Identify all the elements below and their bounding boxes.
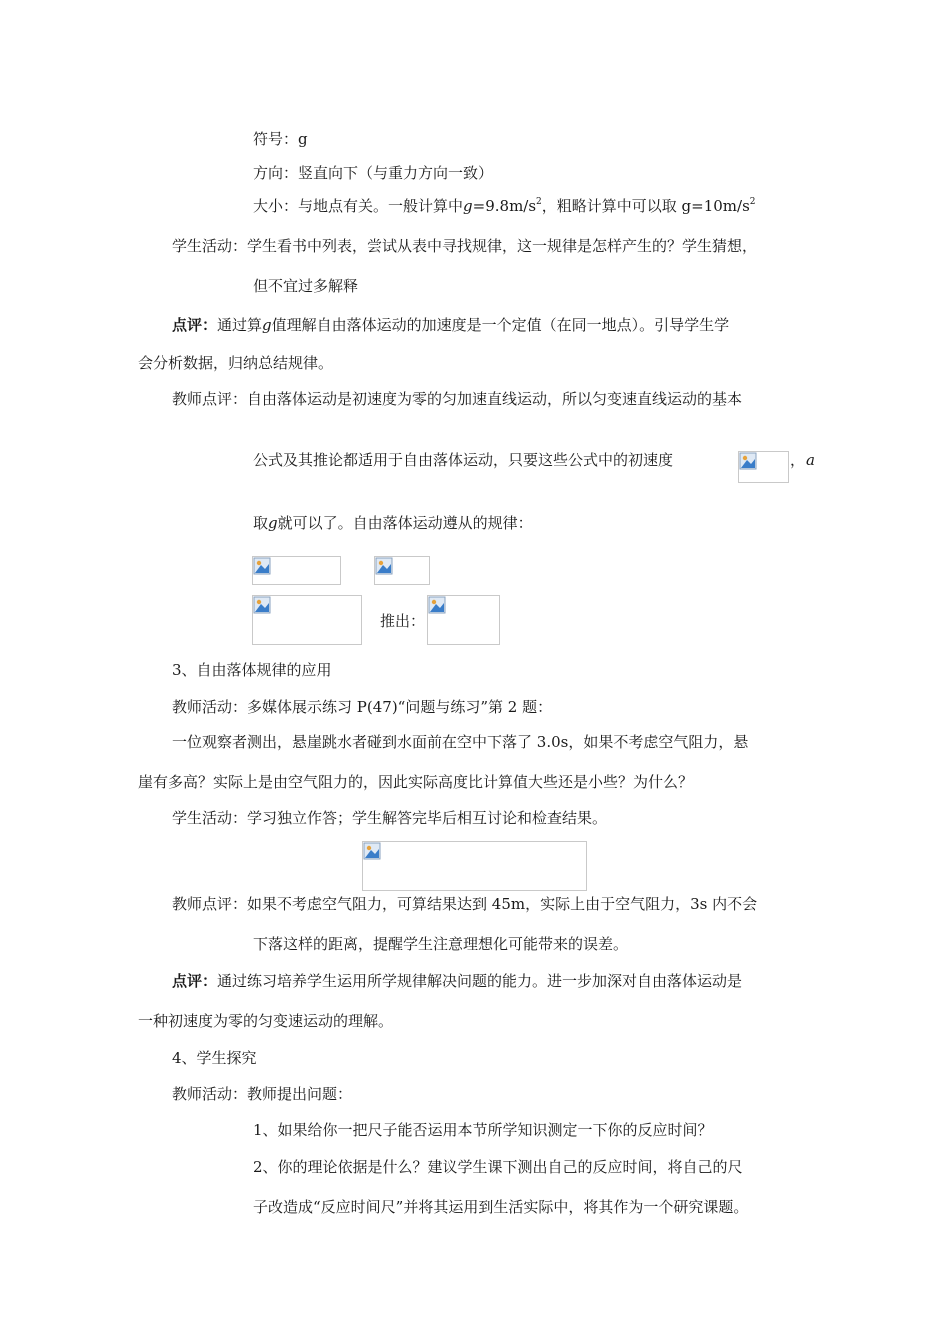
comment-text: 通过算 <box>217 316 263 334</box>
student-activity-line <box>172 808 607 828</box>
symbol-line <box>253 129 308 149</box>
comment-text: 会分析数据，归纳总结规律。 <box>138 354 334 372</box>
symbol-label: 符号： <box>253 130 299 148</box>
teacher-activity-line <box>172 1084 352 1104</box>
teacher-comment-line: 下落这样的距离，提醒学生注意理想化可能带来的误差。 <box>253 935 629 953</box>
a-symbol: a <box>806 451 815 469</box>
broken-image-icon <box>428 596 446 614</box>
student-activity-label: 学生活动： <box>172 809 248 827</box>
student-activity-line <box>172 236 757 256</box>
section-heading: 3、自由落体规律的应用 <box>172 661 332 679</box>
question-item: 子改造成“反应时间尺”并将其运用到生活实际中，将其作为一个研究课题。 <box>253 1198 749 1216</box>
student-activity-text: 学习独立作答；学生解答完毕后相互讨论和检查结果。 <box>247 809 608 827</box>
broken-image-icon <box>253 557 271 575</box>
derive-label: 推出： <box>380 612 426 630</box>
comment-label: 点评： <box>172 972 218 990</box>
direction-value: 竖直向下（与重力方向一致） <box>298 164 494 182</box>
superscript: 2 <box>536 197 542 207</box>
teacher-activity-line <box>172 697 552 717</box>
comment-text: 通过练习培养学生运用所学规律解决问题的能力。进一步加深对自由落体运动是 <box>217 972 743 990</box>
g-symbol: g <box>268 514 278 532</box>
student-activity-label: 学生活动： <box>172 237 248 255</box>
formula-image-v0 <box>738 451 789 483</box>
comma-text: ， <box>790 451 806 469</box>
superscript: 2 <box>749 197 756 207</box>
teacher-comment-line <box>172 389 742 409</box>
formula-image-displacement <box>374 556 430 585</box>
formula-image-relation <box>252 595 362 645</box>
teacher-comment-line <box>790 450 805 470</box>
direction-label: 方向： <box>253 164 299 182</box>
magnitude-line <box>253 196 756 216</box>
symbol-value: g <box>298 130 308 148</box>
comment-line <box>138 353 333 373</box>
teacher-activity-text: 教师提出问题： <box>247 1085 353 1103</box>
g-symbol: g <box>463 197 473 215</box>
direction-line <box>253 163 493 183</box>
magnitude-rough: ，粗略计算中可以取 g=10m/s <box>541 197 750 215</box>
comment-line <box>172 315 729 335</box>
broken-image-icon <box>375 557 393 575</box>
teacher-activity-label: 教师活动： <box>172 698 248 716</box>
magnitude-label: 大小： <box>253 197 299 215</box>
teacher-comment-label: 教师点评： <box>172 390 248 408</box>
teacher-comment-text: 取 <box>253 514 269 532</box>
teacher-comment-text: 自由落体运动是初速度为零的匀加速直线运动，所以匀变速直线运动的基本 <box>247 390 743 408</box>
broken-image-icon <box>739 452 757 470</box>
student-activity-text: 但不宜过多解释 <box>253 277 359 295</box>
solution-image <box>362 841 587 891</box>
formula-image-velocity <box>252 556 341 585</box>
student-activity-text: 学生看书中列表，尝试从表中寻找规律，这一规律是怎样产生的？学生猜想， <box>247 237 758 255</box>
comment-line: 一种初速度为零的匀变速运动的理解。 <box>138 1012 394 1030</box>
problem-line: 崖有多高？实际上是由空气阻力的，因此实际高度比计算值大些还是小些？为什么？ <box>138 773 694 791</box>
question-item: 1、如果给你一把尺子能否运用本节所学知识测定一下你的反应时间？ <box>253 1121 713 1139</box>
formula-image-derived <box>427 595 500 645</box>
teacher-comment-line <box>172 894 757 914</box>
comment-line <box>172 971 742 991</box>
broken-image-icon <box>363 842 381 860</box>
g-symbol: g <box>262 316 272 334</box>
student-activity-line <box>253 276 358 296</box>
comment-text: 值理解自由落体运动的加速度是一个定值（在同一地点）。引导学生学 <box>271 316 730 334</box>
question-item: 2、你的理论依据是什么？建议学生课下测出自己的反应时间，将自己的尺 <box>253 1158 743 1176</box>
teacher-comment-line <box>253 513 533 533</box>
teacher-comment-text: 如果不考虑空气阻力，可算结果达到 45m，实际上由于空气阻力，3s 内不会 <box>247 895 758 913</box>
comment-label: 点评： <box>172 316 218 334</box>
problem-line: 一位观察者测出，悬崖跳水者碰到水面前在空中下落了 3.0s，如果不考虑空气阻力，悬 <box>172 733 749 751</box>
teacher-comment-line <box>253 450 673 470</box>
teacher-comment-text: 公式及其推论都适用于自由落体运动，只要这些公式中的初速度 <box>253 451 674 469</box>
teacher-comment-text: 就可以了。自由落体运动遵从的规律： <box>277 514 533 532</box>
teacher-comment-label: 教师点评： <box>172 895 248 913</box>
magnitude-text: 与地点有关。一般计算中 <box>298 197 464 215</box>
teacher-activity-text: 多媒体展示练习 P(47)“问题与练习”第 2 题： <box>247 698 553 716</box>
section-heading: 4、学生探究 <box>172 1049 257 1067</box>
magnitude-value: =9.8m/s <box>472 197 537 215</box>
teacher-activity-label: 教师活动： <box>172 1085 248 1103</box>
broken-image-icon <box>253 596 271 614</box>
